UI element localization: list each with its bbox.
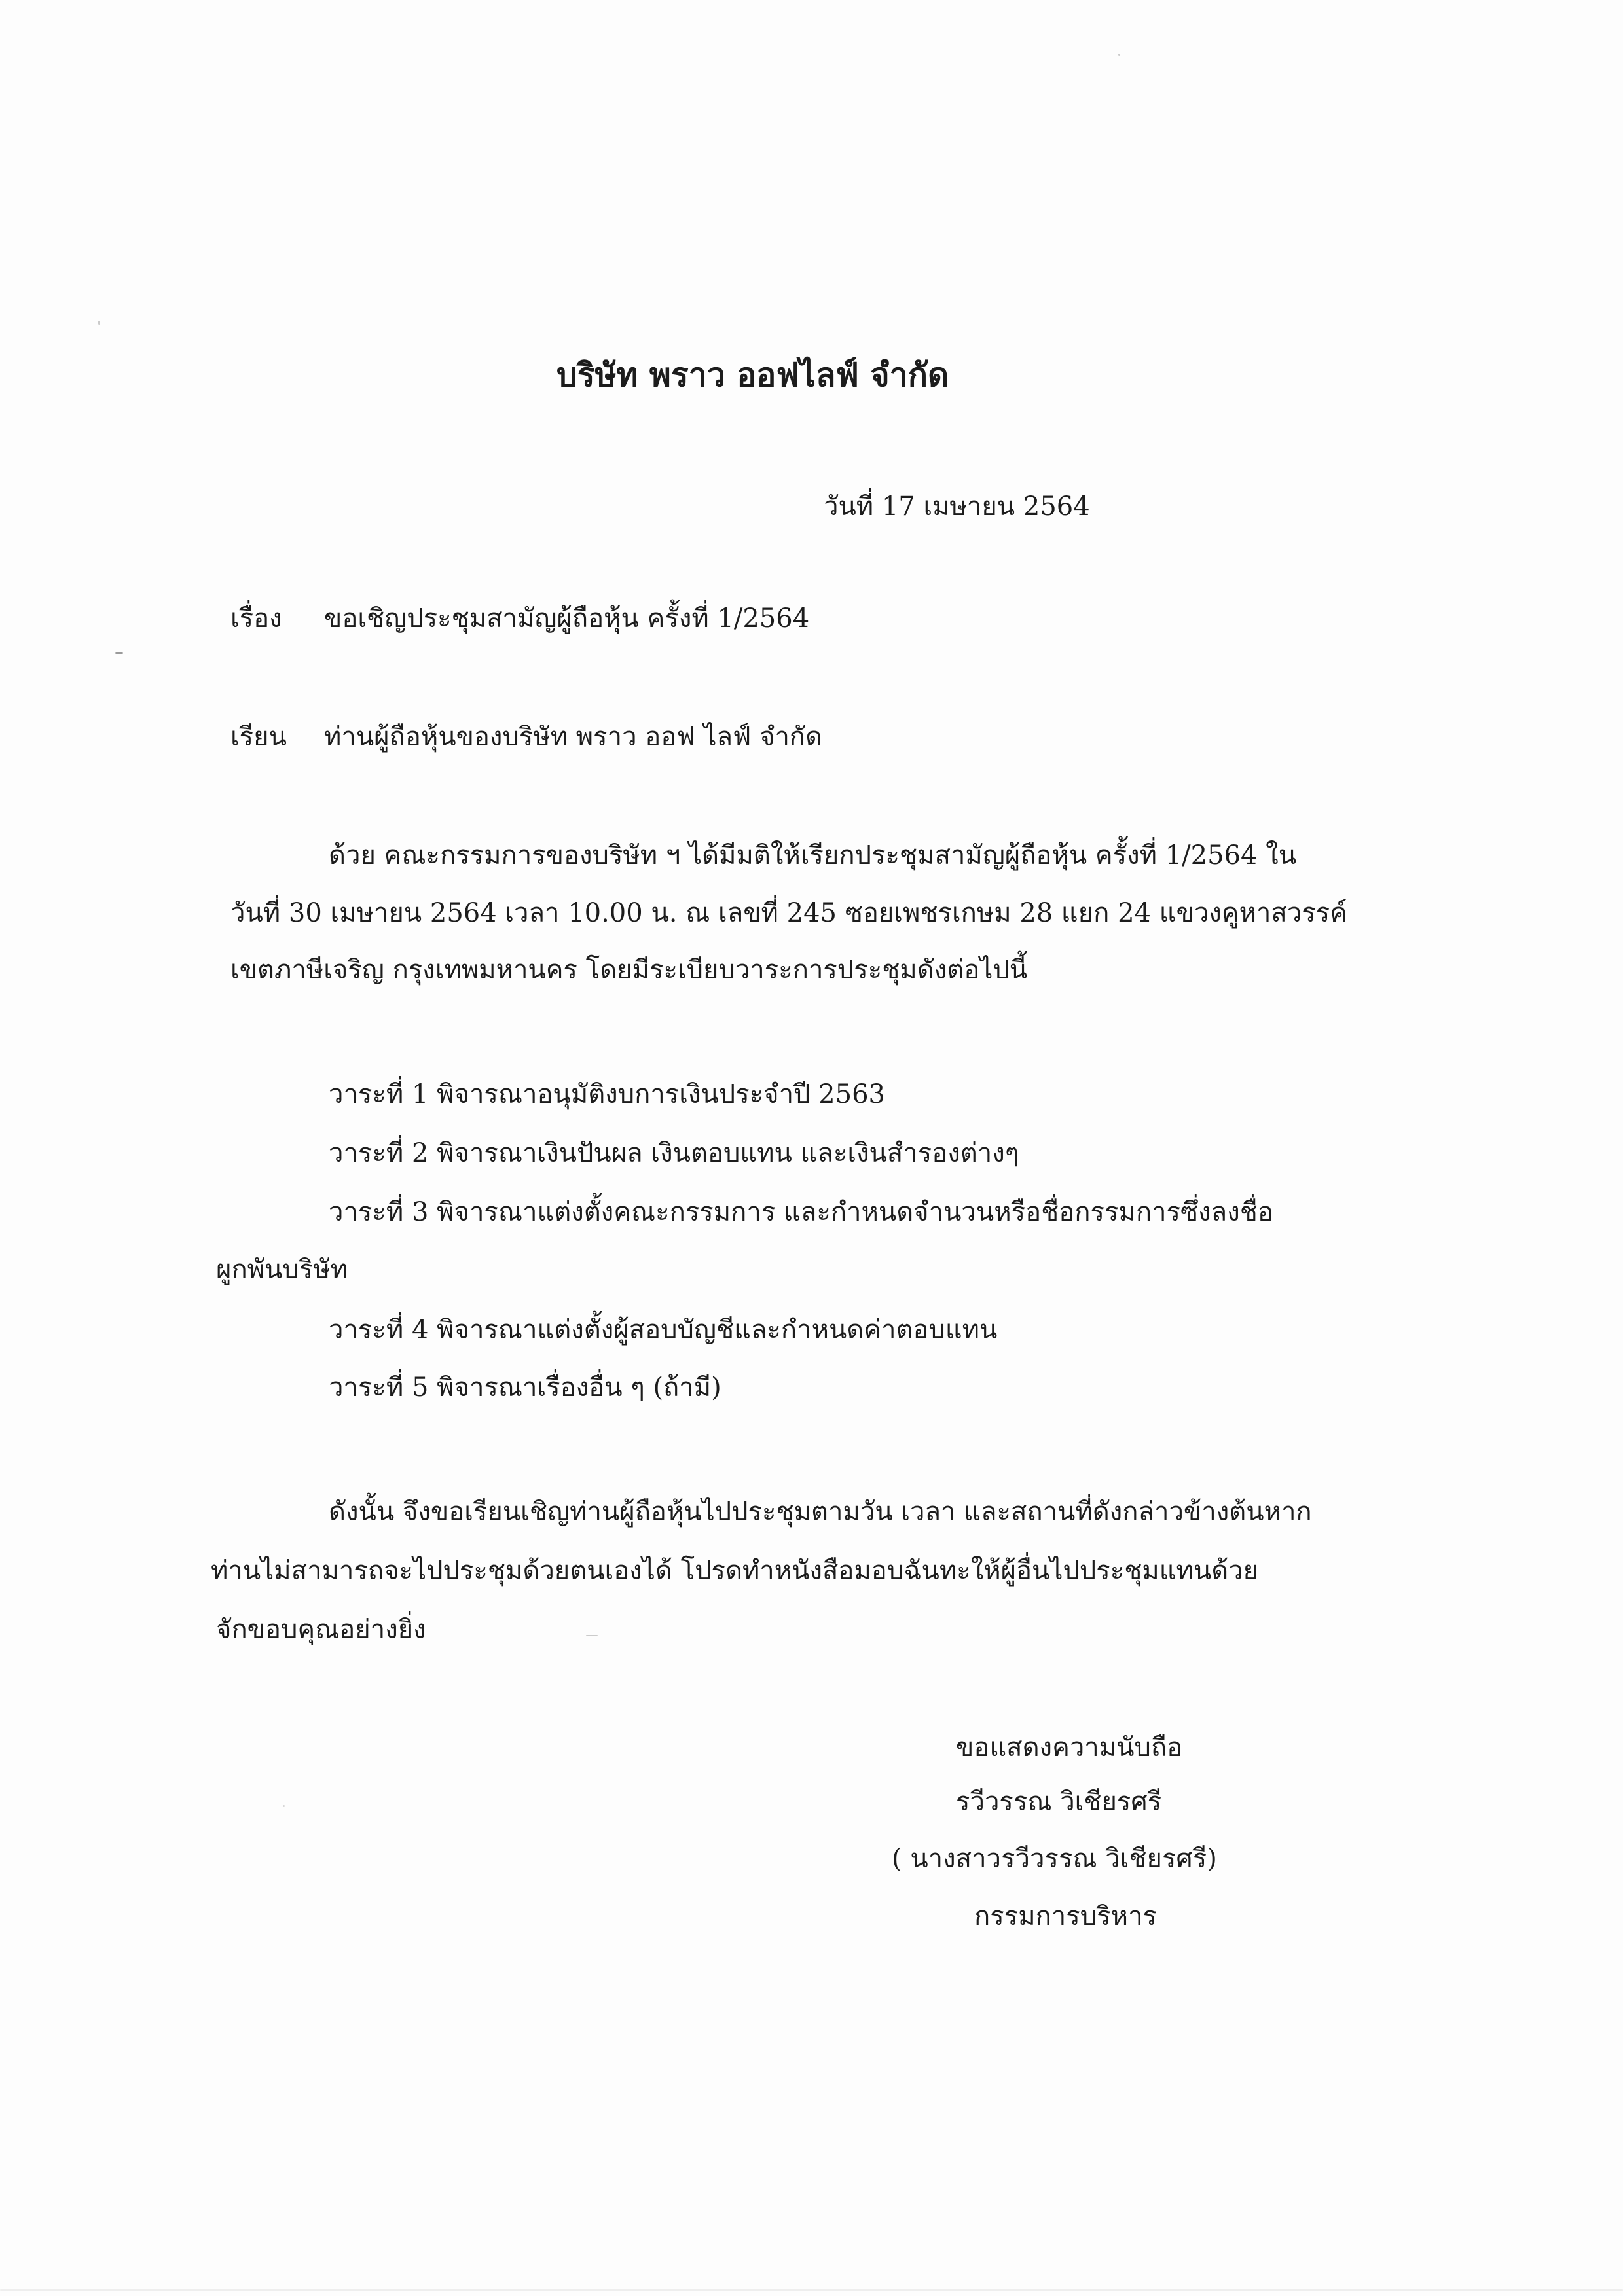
intro-line: ด้วย คณะกรรมการของบริษัท ฯ ได้มีมติให้เรียกประชุมสามัญผู้ถือหุ้น ครั้งที่ 1/2564 ใน [329,840,1297,870]
agenda-item-3-continued: ผูกพันบริษัท [216,1255,348,1285]
closing-line: จักขอบคุณอย่างยิ่ง [216,1615,426,1645]
signature-full-name: ( นางสาวรวีวรรณ วิเชียรศรี) [892,1844,1217,1874]
subject-label: เรื่อง [230,603,282,634]
recipient-label: เรียน [230,722,287,752]
intro-line: วันที่ 30 เมษายน 2564 เวลา 10.00 น. ณ เลขที่ 245 ซอยเพชรเกษม 28 แยก 24 แขวงคูหาสวรรค์ [230,898,1347,928]
scan-speck [1118,54,1120,56]
subject-text: ขอเชิญประชุมสามัญผู้ถือหุ้น ครั้งที่ 1/2564 [324,603,810,634]
agenda-item-5: วาระที่ 5 พิจารณาเรื่องอื่น ๆ (ถ้ามี) [329,1372,721,1403]
closing-line: ท่านไม่สามารถจะไปประชุมด้วยตนเองได้ โปรดทำหนังสือมอบฉันทะให้ผู้อื่นไปประชุมแทนด้วย [211,1556,1259,1586]
signature-regards: ขอแสดงความนับถือ [956,1732,1183,1763]
scan-speck [0,2289,1623,2291]
scan-speck [98,321,100,325]
scan-speck [283,1805,285,1807]
agenda-item-2: วาระที่ 2 พิจารณาเงินปันผล เงินตอบแทน และเงินสำรองต่างๆ [329,1138,1019,1168]
company-title: บริษัท พราว ออฟไลฟ์ จำกัด [556,355,949,394]
date-line: วันที่ 17 เมษายน 2564 [824,492,1090,522]
scan-speck [586,1635,598,1636]
recipient-text: ท่านผู้ถือหุ้นของบริษัท พราว ออฟ ไลฟ์ จำกัด [324,722,823,752]
signature-position: กรรมการบริหาร [974,1901,1157,1931]
scan-speck [115,652,123,654]
signature-name: รวีวรรณ วิเชียรศรี [956,1787,1162,1817]
closing-line: ดังนั้น จึงขอเรียนเชิญท่านผู้ถือหุ้นไปประชุมตามวัน เวลา และสถานที่ดังกล่าวข้างต้นหาก [329,1497,1312,1527]
agenda-item-4: วาระที่ 4 พิจารณาแต่งตั้งผู้สอบบัญชีและกำหนดค่าตอบแทน [329,1315,998,1345]
agenda-item-3: วาระที่ 3 พิจารณาแต่งตั้งคณะกรรมการ และกำหนดจำนวนหรือชื่อกรรมการซึ่งลงชื่อ [329,1197,1273,1227]
agenda-item-1: วาระที่ 1 พิจารณาอนุมัติงบการเงินประจำปี 2563 [329,1079,885,1109]
intro-line: เขตภาษีเจริญ กรุงเทพมหานคร โดยมีระเบียบวาระการประชุมดังต่อไปนี้ [230,955,1028,985]
